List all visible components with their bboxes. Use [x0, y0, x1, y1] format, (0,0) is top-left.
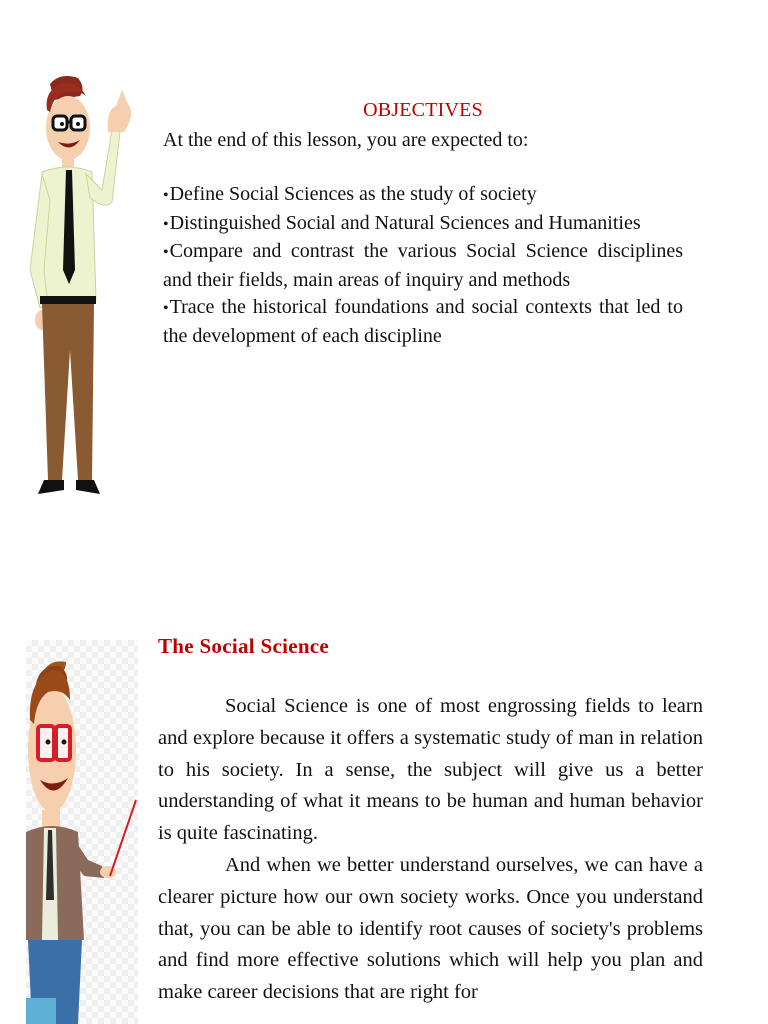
- objective-item: •Compare and contrast the various Social Science disciplines and their fields, main areas of inquiry and methods: [163, 240, 683, 291]
- teacher-pointer-illustration: [26, 640, 138, 1024]
- bullet-icon: •: [163, 244, 169, 261]
- section-body: [158, 691, 703, 1009]
- paragraph: Social Science is one of most engrossing fields to learn and explore because it offers a systematic study of man in relation to his society. In a sense, the subject will give us a better understanding of what it means to be human and human behavior is quite fascinating.: [158, 695, 703, 845]
- section-heading: The Social Science: [158, 634, 330, 658]
- bullet-icon: •: [163, 300, 169, 317]
- teacher-illustration: [20, 70, 140, 510]
- objective-item: •Trace the historical foundations and social contexts that led to the development of each discipline: [163, 296, 683, 347]
- objective-item: •Distinguished Social and Natural Sciences and Humanities: [163, 211, 641, 234]
- objectives-intro: At the end of this lesson, you are expected to:: [163, 129, 529, 151]
- objectives-list: [163, 181, 683, 350]
- paragraph: And when we better understand ourselves, we can have a clearer picture how our own society works. Once you understand that, you can be able to identify root causes of society's problems and find more effective solutions which will help you plan and make career decisions that are right for: [158, 853, 703, 1004]
- objective-item: •Define Social Sciences as the study of society: [163, 183, 537, 205]
- bullet-icon: •: [163, 187, 169, 204]
- objectives-title: OBJECTIVES: [363, 99, 483, 121]
- bullet-icon: •: [163, 215, 169, 233]
